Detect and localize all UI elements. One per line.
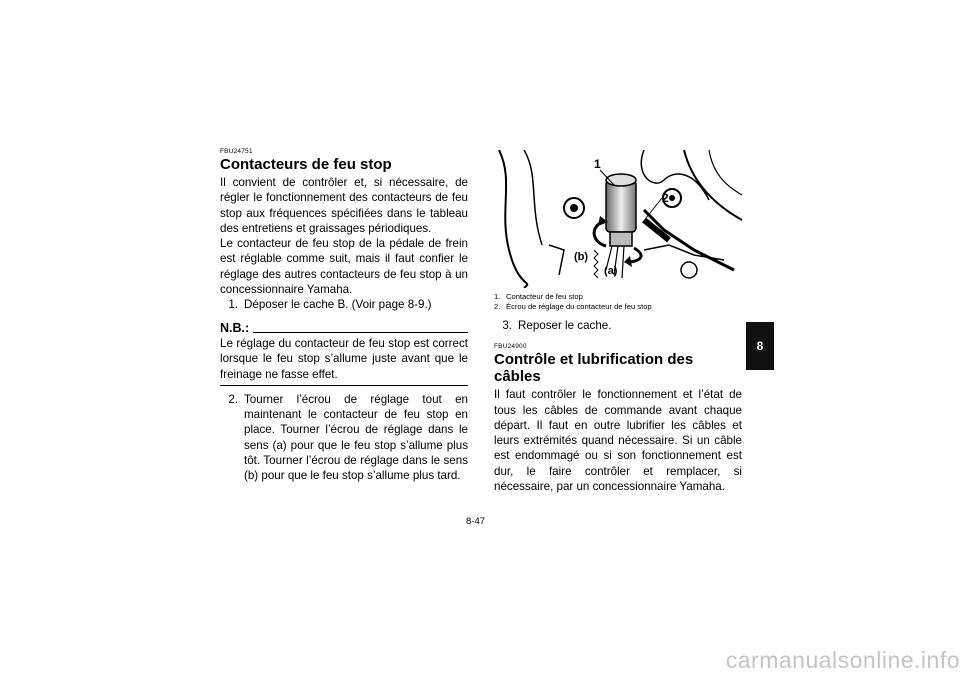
caption-text: Écrou de réglage du contacteur de feu stop (506, 302, 652, 311)
step-3 (494, 318, 742, 333)
brake-switch-illustration (494, 150, 742, 288)
step-number: 1. (228, 298, 238, 312)
caption-text: Contacteur de feu stop (506, 292, 583, 301)
note-rule (253, 332, 468, 333)
section-code: FBU24900 (494, 343, 527, 351)
caption-item (494, 302, 742, 312)
section-code: FBU24751 (220, 148, 253, 155)
section-title: Contacteurs de feu stop (220, 156, 392, 173)
note-bottom-rule (220, 385, 468, 386)
note-text: Le réglage du contacteur de feu stop est correct lorsque le feu stop s’allume juste avant que le freinage ne fasse effet. (220, 336, 468, 381)
brake-switch-figure (494, 150, 742, 288)
paragraph: Il faut contrôler le fonctionnement et l’état de tous les câbles de commande avant chaque départ. Il faut en outre lubrifier les câbles et leurs extrémités quand nécessaire. Si un câble est endommagé ou si son fonctionnement est dur, le faire contrôler et remplacer, si nécessaire, par un concessionnaire Yamaha. (494, 388, 742, 494)
caption-number: 2. (494, 302, 501, 311)
note-label: N.B.: (220, 320, 250, 335)
step-number: 2. (228, 392, 238, 406)
note-header (220, 321, 468, 336)
page-number: 8-47 (466, 516, 486, 527)
step-1 (220, 297, 468, 312)
callout-b: (b) (574, 251, 589, 263)
figure-caption (494, 292, 742, 312)
paragraph: Le contacteur de feu stop de la pédale de frein est réglable comme suit, mais il faut confier le réglage des autres contacteurs de feu stop à un concessionnaire Yamaha. (220, 237, 468, 297)
caption-number: 1. (494, 292, 501, 301)
section-title: Contrôle et lubrification des câbles (494, 351, 694, 386)
step-number: 3. (502, 319, 512, 332)
step-2 (220, 392, 468, 484)
callout-2: 2 (662, 191, 669, 205)
paragraph: Il convient de contrôler et, si nécessaire, de régler le fonctionnement des contacteurs de feu stop aux fréquences spécifiées dans le tableau des entretiens et graissages périodiques. (220, 176, 468, 235)
caption-item (494, 292, 742, 302)
step-text: Déposer le cache B. (Voir page 8-9.) (244, 298, 432, 312)
step-text: Reposer le cache. (518, 319, 612, 332)
chapter-tab: 8 (746, 322, 774, 370)
watermark: carmanualsonline.info (725, 647, 960, 673)
right-column (494, 150, 742, 494)
callout-a: (a) (604, 265, 618, 277)
callout-1: 1 (594, 157, 601, 171)
step-text: Tourner l’écrou de réglage tout en maintenant le contacteur de feu stop en place. Tourner l’écrou de réglage dans le sens (a) pour que le feu stop s’allume plus tôt. Tourner l’écrou de réglage dans le sens (b) pour que le feu stop s’allume plus tard. (244, 392, 468, 483)
left-column (220, 148, 468, 484)
